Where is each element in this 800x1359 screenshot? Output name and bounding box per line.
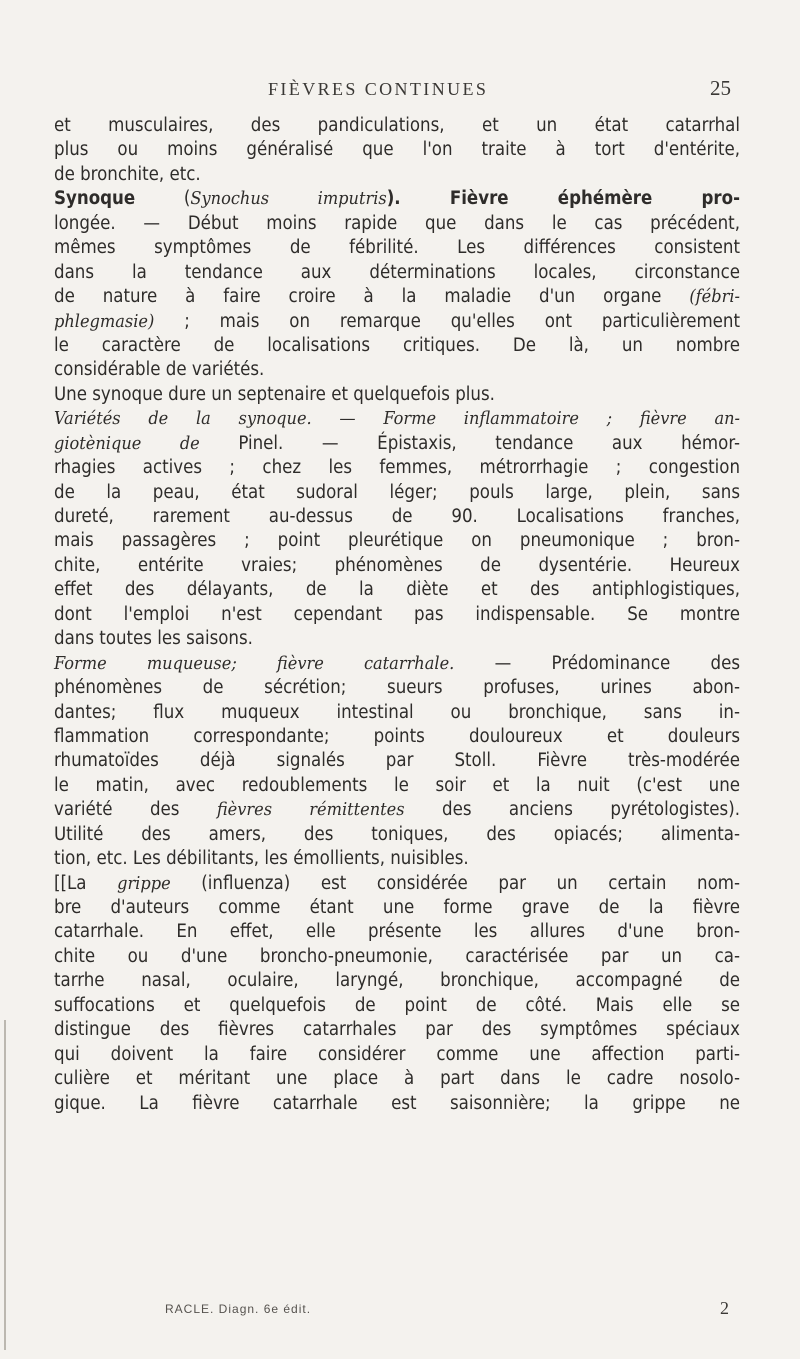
text-line: gique. La fièvre catarrhale est saisonnière; la grippe ne [54,1092,740,1114]
text-line: suffocations et quelquefois de point de côté. Mais elle se [54,994,740,1016]
text-line: tion, etc. Les débilitants, les émollients, nuisibles. [54,848,469,870]
text-line: mais passagères ; point pleurétique on pneumonique ; bron- [54,530,740,552]
text-line: Une synoque dure un septenaire et quelquefois plus. [54,383,495,405]
text-line: bre d'auteurs comme étant une forme grave de la fièvre [54,897,740,918]
text-line: rhagies actives ; chez les femmes, métrorrhagie ; congestion [54,457,740,479]
text-line: de nature à faire croire à la maladie d'un organe (fébri- [54,286,740,308]
text-line: phénomènes de sécrétion; sueurs profuses, urines abon- [54,677,740,699]
text-line: qui doivent la faire considérer comme une affection parti- [54,1043,740,1065]
text-line: giotènique de Pinel. — Épistaxis, tendance aux hémor- [54,432,740,454]
text-line: et musculaires, des pandiculations, et un état catarrhal [54,115,740,136]
text-line: considérable de variétés. [54,359,265,381]
text-line: dans toutes les saisons. [54,628,253,650]
text-line: variété des fièvres rémittentes des anciens pyrétologistes). [54,799,741,821]
text-line: rhumatoïdes déjà signalés par Stoll. Fièvre très-modérée [54,750,740,772]
text-line: effet des délayants, de la diète et des antiphlogistiques, [54,579,740,601]
text-line: dont l'emploi n'est cependant pas indispensable. Se montre [54,603,740,625]
page-number: 25 [710,76,731,100]
text-line: dans la tendance aux déterminations locales, circonstance [54,261,740,283]
text-line: plus ou moins généralisé que l'on traite à tort d'entérite, [54,139,740,161]
running-title: FIÈVRES CONTINUES [268,79,489,99]
text-line: flammation correspondante; points douloureux et douleurs [54,725,740,747]
text-line: longée. — Début moins rapide que dans le cas précédent, [54,212,740,234]
text-line: mêmes symptômes de fébrilité. Les différences consistent [54,237,740,259]
text-line: le matin, avec redoublements le soir et la nuit (c'est une [54,774,740,796]
text-line: le caractère de localisations critiques. De là, un nombre [54,334,740,356]
term-synoque: Synoque [54,188,136,210]
text-line: culière et méritant une place à part dans le cadre nosolo- [54,1068,740,1090]
text-line: [[La grippe (influenza) est considérée par un certain nom- [54,872,741,894]
text-line: tarrhe nasal, oculaire, laryngé, bronchique, accompagné de [54,970,740,992]
text-line: phlegmasie) ; mais on remarque qu'elles ont particulièrement [54,310,740,332]
text-line: de la peau, état sudoral léger; pouls large, plein, sans [54,481,740,503]
body-text [54,114,740,1116]
text-line: de bronchite, etc. [54,163,201,185]
page-footer [0,1298,800,1328]
footer-imprint: RACLE. Diagn. 6e édit. [165,1302,312,1316]
text-line: dantes; flux muqueux intestinal ou bronchique, sans in- [54,701,740,723]
text-line: Synoque (Synochus imputris). Fièvre éphémère pro- [54,188,740,210]
text-line: Variétés de la synoque. — Forme inflammatoire ; fièvre an- [54,408,740,430]
signature-mark: 2 [720,1298,729,1318]
text-line: chite, entérite vraies; phénomènes de dysentérie. Heureux [54,554,740,576]
text-line: Utilité des amers, des toniques, des opiacés; alimenta- [54,823,740,845]
text-line: distingue des fièvres catarrhales par des symptômes spéciaux [54,1019,740,1041]
text-line: chite ou d'une broncho-pneumonie, caractérisée par un ca- [54,945,740,967]
text-line: Forme muqueuse; fièvre catarrhale. — Prédominance des [54,652,741,674]
page-edge-shadow [4,1020,6,1350]
text-line: catarrhale. En effet, elle présente les allures d'une bron- [54,921,740,943]
text-line: dureté, rarement au-dessus de 90. Localisations franches, [54,506,740,527]
page-header [0,76,800,109]
